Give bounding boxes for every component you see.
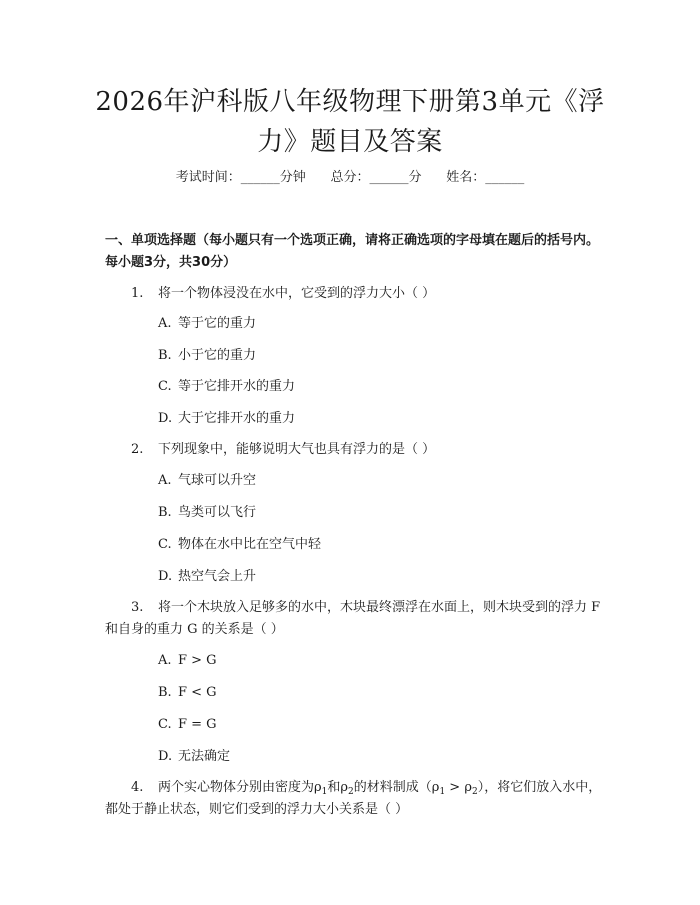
option-2a <box>158 470 598 492</box>
option-text: F = G <box>178 717 217 732</box>
stem-part: ），将它们放入水中，都处于静止状态，则它们受到的浮力大小关系是（ ） <box>105 780 602 817</box>
question-number: 3. <box>131 600 144 615</box>
stem-part: 的材料制成（ρ <box>353 780 440 795</box>
option-text: 无法确定 <box>178 749 231 764</box>
option-text: 气球可以升空 <box>178 473 257 488</box>
stem-part: 和ρ <box>327 780 349 795</box>
question-number: 2. <box>131 442 144 457</box>
page-title: 2026年沪科版八年级物理下册第3单元《浮力》题目及答案 <box>95 87 605 157</box>
option-letter: B. <box>158 348 172 363</box>
option-2d <box>158 566 598 588</box>
stem-part: 两个实心物体分别由密度为ρ <box>158 780 322 795</box>
option-letter: A. <box>158 316 172 331</box>
exam-meta-line: 考试时间：______分钟 总分：______分 姓名：______ <box>175 170 525 185</box>
section-heading: 一、单项选择题（每小题只有一个选项正确，请将正确选项的字母填在题后的括号内。每小题3分，共30分） <box>105 233 600 270</box>
option-text: 等于它排开水的重力 <box>178 379 296 394</box>
question-number: 4. <box>131 780 144 795</box>
option-text: F < G <box>178 685 217 700</box>
option-text: 鸟类可以飞行 <box>178 505 257 520</box>
subscript: 1 <box>439 787 446 797</box>
option-text: 大于它排开水的重力 <box>178 411 296 426</box>
option-letter: B. <box>158 505 172 520</box>
option-3b <box>158 682 598 704</box>
subscript: 1 <box>321 787 328 797</box>
option-1c <box>158 376 598 398</box>
option-letter: D. <box>158 749 173 764</box>
question-1 <box>105 283 605 305</box>
option-2b <box>158 502 598 524</box>
subscript: 2 <box>471 787 478 797</box>
question-stem: 将一个物体浸没在水中，它受到的浮力大小（ ） <box>158 286 436 301</box>
option-3c <box>158 714 598 736</box>
question-3 <box>105 597 605 641</box>
question-number: 1. <box>131 286 144 301</box>
option-text: 热空气会上升 <box>178 569 257 584</box>
option-letter: C. <box>158 537 172 552</box>
option-text: F > G <box>178 653 217 668</box>
option-1b <box>158 345 598 367</box>
option-letter: C. <box>158 379 172 394</box>
option-3a <box>158 650 598 672</box>
question-stem: 将一个木块放入足够多的水中，木块最终漂浮在水面上，则木块受到的浮力 F 和自身的重力 G 的关系是（ ） <box>105 600 601 637</box>
option-letter: D. <box>158 411 173 426</box>
option-letter: A. <box>158 473 172 488</box>
option-1a <box>158 313 598 335</box>
subscript: 2 <box>348 787 354 797</box>
question-stem: 下列现象中，能够说明大气也具有浮力的是（ ） <box>158 442 436 457</box>
option-text: 等于它的重力 <box>178 316 257 331</box>
option-3d <box>158 746 598 768</box>
question-2 <box>105 439 605 461</box>
option-letter: D. <box>158 569 173 584</box>
option-text: 小于它的重力 <box>178 348 257 363</box>
option-letter: C. <box>158 717 172 732</box>
option-text: 物体在水中比在空气中轻 <box>178 537 322 552</box>
option-2c <box>158 534 598 556</box>
option-letter: A. <box>158 653 172 668</box>
option-letter: B. <box>158 685 172 700</box>
option-1d <box>158 408 598 430</box>
question-4 <box>105 777 605 821</box>
stem-part: > ρ <box>445 780 472 795</box>
